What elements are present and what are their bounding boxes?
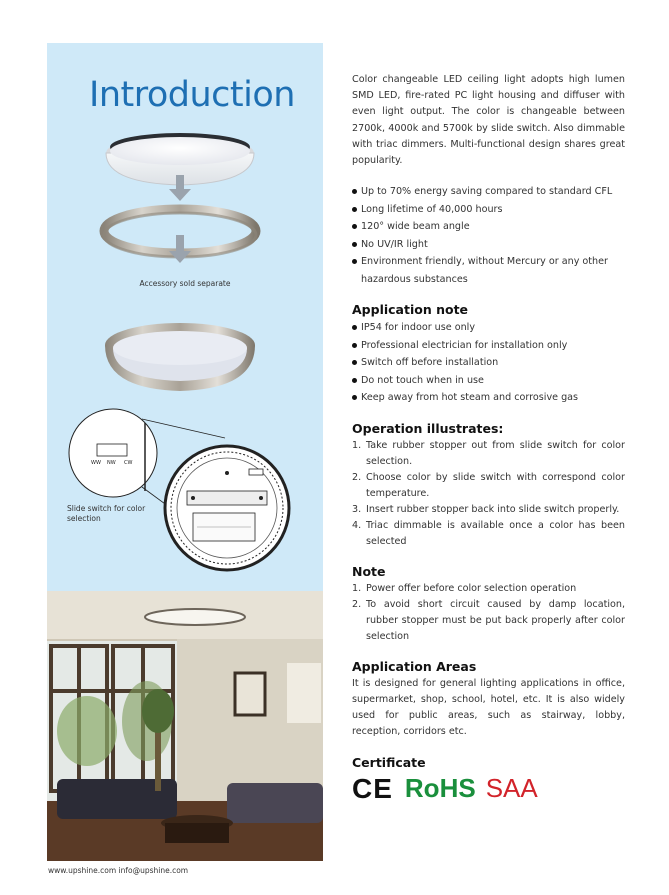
list-item: Keep away from hot steam and corrosive gas (352, 389, 625, 407)
list-item: 1. Power offer before color selection operation (352, 582, 577, 594)
intro-paragraph: Color changeable LED ceiling light adopts high lumen SMD LED, fire-rated PC light housing and diffuser with even light output. The color is changeable between 2700k, 4000k and 5700k by slide switch. Also dimmable with triac dimmers. Multi-functional design shares great popularity. (352, 74, 625, 167)
accessory-note: Accessory sold separate (139, 279, 231, 288)
list-item: 2. To avoid short circuit caused by damp location, rubber stopper must be put back properly after color selection (352, 598, 625, 642)
application-areas-heading: Application Areas (352, 658, 477, 674)
certificate-marks (352, 773, 625, 805)
feature-list (352, 183, 625, 288)
note-list (352, 581, 625, 645)
list-item: 2. Choose color by slide switch with correspond color temperature. (352, 471, 625, 499)
ce-mark: CE (352, 772, 393, 804)
application-areas-paragraph: It is designed for general lighting applications in office, supermarket, shop, school, hotel, etc. It is also widely used for public areas, such as stairway, lobby, reception, corridors etc. (352, 677, 625, 738)
room-photo (47, 591, 323, 861)
intro-panel (47, 43, 323, 591)
list-item: 1. Take rubber stopper out from slide switch for color selection. (352, 439, 625, 467)
list-item: Professional electrician for installation only (352, 337, 625, 355)
switch-label-ww: WW (91, 460, 101, 466)
operation-list (352, 438, 625, 550)
application-note-list (352, 319, 625, 407)
certificate-heading: Certificate (352, 754, 426, 770)
switch-label-cw: CW (124, 460, 133, 466)
rohs-mark: RoHS (404, 773, 476, 804)
list-item: 4. Triac dimmable is available once a color has been selected (352, 519, 625, 547)
lamp-with-ring (105, 323, 255, 391)
list-item: 120° wide beam angle (352, 218, 625, 236)
list-item: Switch off before installation (352, 354, 625, 372)
list-item: 3. Insert rubber stopper back into slide switch properly. (352, 503, 620, 515)
list-item: Environment friendly, without Mercury or any other hazardous substances (352, 253, 625, 288)
saa-mark: SAA (485, 773, 538, 804)
slide-switch-caption: Slide switch for color selection (67, 504, 146, 523)
list-item: Long lifetime of 40,000 hours (352, 201, 625, 219)
operation-heading: Operation illustrates: (352, 420, 504, 436)
content-column (352, 72, 625, 805)
list-item: IP54 for indoor use only (352, 319, 625, 337)
switch-label-nw: NW (107, 460, 116, 466)
application-note-heading: Application note (352, 302, 469, 318)
page-title: Introduction (89, 75, 295, 115)
list-item: Up to 70% energy saving compared to standard CFL (352, 183, 625, 201)
footer-contact: www.upshine.com info@upshine.com (48, 866, 189, 875)
slide-switch-diagram (69, 409, 289, 570)
note-heading: Note (352, 563, 386, 579)
list-item: Do not touch when in use (352, 372, 625, 390)
list-item: No UV/IR light (352, 236, 625, 254)
